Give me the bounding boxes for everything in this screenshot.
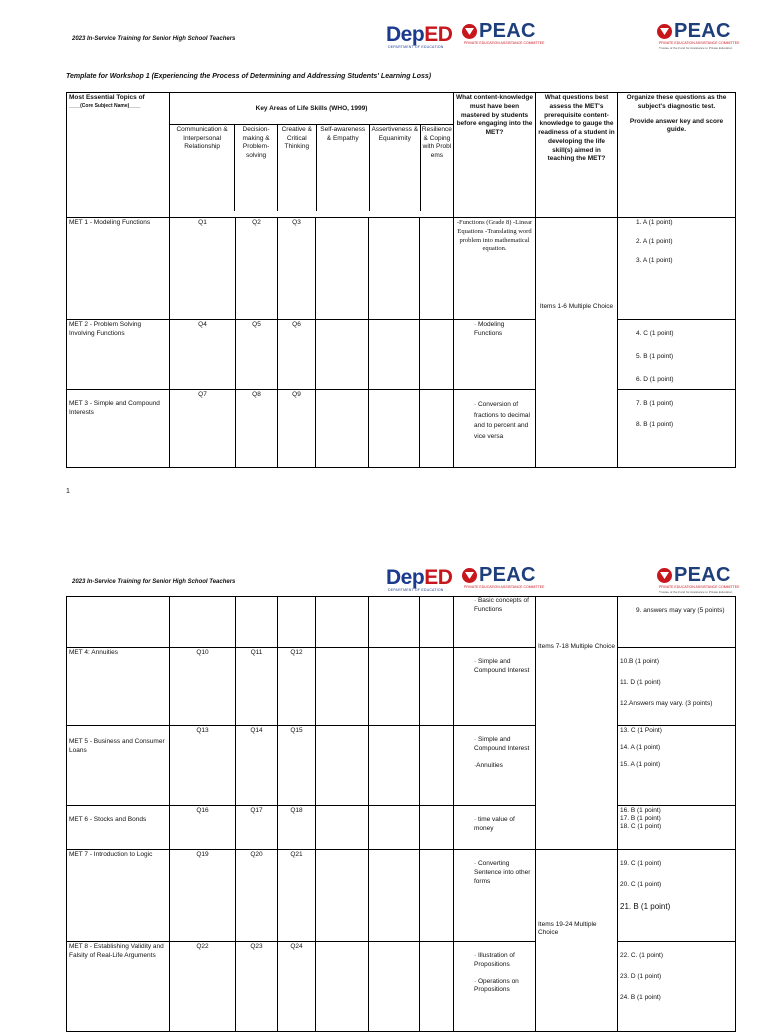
q-cell: Q13: [170, 726, 236, 806]
peac-mark-icon: [462, 568, 477, 583]
content-cell: · Conversion of fractions to decimal and to percent and vice versa: [454, 390, 536, 468]
deped-logo-ed: ED: [424, 566, 453, 589]
q-cell: Q1: [170, 218, 236, 320]
peac-subtitle: PRIVATE EDUCATION ASSISTANCE COMMITTEE: [659, 585, 740, 589]
header-met: [67, 93, 170, 218]
met-cell: MET 5 - Business and Consumer Loans: [67, 726, 170, 806]
answer-item: 6. D (1 point): [636, 375, 674, 383]
q-cell: Q6: [278, 320, 316, 390]
items-label-cell: [536, 850, 618, 1032]
items-label: Items 19-24 Multiple Choice: [538, 920, 597, 937]
answer-item: 21. B (1 point): [620, 901, 671, 911]
training-title: 2023 In-Service Training for Senior High School Teachers: [72, 579, 236, 585]
header-key-areas: Key Areas of Life Skills (WHO, 1999): [170, 93, 453, 125]
peac-logo-center: [462, 20, 536, 43]
header-organize-label: Organize these questions as the subject's diagnostic test.: [626, 94, 727, 110]
q-cell: Q23: [236, 942, 278, 1032]
empty-cell: [316, 218, 369, 320]
answer-cell: [618, 320, 736, 390]
answer-item: 12.Answers may vary. (3 points): [620, 699, 713, 707]
peac-subtitle: PRIVATE EDUCATION ASSISTANCE COMMITTEE: [464, 585, 545, 589]
q-cell: Q16: [170, 806, 236, 850]
q-cell: Q17: [236, 806, 278, 850]
table-row: [67, 390, 736, 468]
items-label-cell: [536, 597, 618, 850]
table-row: [67, 218, 736, 320]
empty-cell: [369, 942, 420, 1032]
answer-item: 7. B (1 point): [636, 400, 674, 407]
empty-cell: [420, 597, 454, 648]
answer-item: 4. C (1 point): [636, 330, 674, 337]
peac-subtitle-2: Trustee of the Fund for Assistance to Private Education: [659, 46, 733, 50]
q-cell: Q22: [170, 942, 236, 1032]
answer-item: 14. A (1 point): [620, 743, 661, 751]
content-cell: [454, 942, 536, 1032]
answer-item: 16. B (1 point): [620, 807, 661, 814]
answer-cell: [618, 390, 736, 468]
items-label: Items 1-6 Multiple Choice: [539, 302, 614, 310]
empty-cell: [420, 218, 454, 320]
answer-item: 19. C (1 point): [620, 860, 662, 867]
deped-logo-dep: Dep: [386, 23, 425, 46]
answer-cell: [618, 648, 736, 726]
table-row: [67, 320, 736, 390]
answer-cell: [618, 806, 736, 850]
content-cell: · Modeling Functions: [454, 320, 536, 390]
answer-item: 22. C. (1 point): [620, 952, 663, 959]
met-cell: MET 3 - Simple and Compound Interests: [67, 390, 170, 468]
skills-row: [170, 125, 453, 211]
empty-cell: [369, 218, 420, 320]
q-cell: Q4: [170, 320, 236, 390]
answer-item: 24. B (1 point): [620, 993, 661, 1001]
answer-item: 8. B (1 point): [636, 420, 674, 428]
template-title-main: Template for Workshop 1: [66, 73, 150, 80]
peac-logo-right: [657, 20, 731, 43]
q-cell: Q15: [278, 726, 316, 806]
template-title-sub: (Experiencing the Process of Determining and Addressing Students' Learning Loss): [151, 73, 432, 80]
q-cell: Q5: [236, 320, 278, 390]
skill-assertiveness: Assertiveness & Equanimity: [370, 125, 421, 211]
answer-cell: [618, 218, 736, 320]
peac-subtitle: PRIVATE EDUCATION ASSISTANCE COMMITTEE: [464, 41, 545, 45]
skill-creative-thinking: Creative & Critical Thinking: [278, 125, 317, 211]
empty-cell: [420, 726, 454, 806]
header-questions: What questions best assess the MET's prerequisite content-knowledge to gauge the readiness of a student in developing the life skill(s) aimed in teaching the MET?: [536, 93, 618, 218]
met-cell: MET 8 - Establishing Validity and Falsity of Real-Life Arguments: [67, 942, 170, 1032]
content-line: ·Annuities: [474, 761, 503, 769]
workshop-table-page2: [66, 596, 736, 1032]
answer-cell: [618, 726, 736, 806]
empty-cell: [316, 390, 369, 468]
q-cell: Q21: [278, 850, 316, 942]
empty-cell: [369, 597, 420, 648]
content-cell: · Simple and Compound Interest: [454, 648, 536, 726]
content-cell: · Basic concepts of Functions: [454, 597, 536, 648]
q-cell: Q20: [236, 850, 278, 942]
deped-subtitle: DEPARTMENT OF EDUCATION: [388, 588, 444, 592]
content-cell: · time value of money: [454, 806, 536, 850]
peac-logo-center: [462, 564, 536, 587]
skill-resilience: Resilience & Coping with Problems: [421, 125, 452, 160]
peac-word: PEAC: [674, 564, 731, 586]
answer-item: 17. B (1 point): [620, 814, 661, 822]
answer-item: 10.B (1 point): [620, 658, 660, 665]
answer-item: 18. C (1 point): [620, 822, 662, 830]
empty-cell: [316, 597, 369, 648]
answer-item: 2. A (1 point): [636, 237, 673, 245]
answer-item: 11. D (1 point): [620, 678, 661, 686]
q-cell: Q11: [236, 648, 278, 726]
table-row: [67, 806, 736, 850]
answer-cell: [618, 942, 736, 1032]
empty-cell: [420, 850, 454, 942]
peac-word: PEAC: [479, 20, 536, 42]
header-met-sub: ____(Core Subject Name)____: [69, 102, 141, 109]
peac-word: PEAC: [479, 564, 536, 586]
q-cell: Q18: [278, 806, 316, 850]
skill-decision-making: Decision-making & Problem-solving: [235, 125, 278, 211]
table-row: [67, 942, 736, 1032]
page-separator: [0, 520, 768, 554]
table-row: [67, 648, 736, 726]
empty-cell: [369, 320, 420, 390]
empty-cell: [316, 806, 369, 850]
empty-cell: [316, 648, 369, 726]
peac-logo-right: [657, 564, 731, 587]
q-cell: Q8: [236, 390, 278, 468]
page-2: [0, 554, 768, 1024]
q-cell: Q10: [170, 648, 236, 726]
empty-cell: [170, 597, 236, 648]
q-cell: Q3: [278, 218, 316, 320]
page-number: 1: [66, 488, 70, 495]
empty-cell: [369, 726, 420, 806]
peac-mark-icon: [657, 568, 672, 583]
header-met-label: Most Essential Topics of: [69, 94, 145, 101]
q-cell: Q24: [278, 942, 316, 1032]
peac-subtitle: PRIVATE EDUCATION ASSISTANCE COMMITTEE: [659, 41, 740, 45]
header-provide-label: Provide answer key and score guide.: [629, 117, 724, 134]
empty-cell: [420, 648, 454, 726]
q-cell: Q19: [170, 850, 236, 942]
empty-cell: [369, 648, 420, 726]
items-label-cell: [536, 218, 618, 468]
skill-communication: Communication & Interpersonal Relationship: [170, 125, 235, 211]
met-cell: MET 7 - Introduction to Logic: [67, 850, 170, 942]
peac-mark-icon: [462, 24, 477, 39]
content-line: · Illustration of Propositions: [474, 952, 515, 968]
answer-cell: [618, 597, 736, 648]
answer-item: 1. A (1 point): [636, 219, 673, 226]
answer-item: 3. A (1 point): [636, 256, 673, 264]
workshop-table-page1: [66, 92, 736, 468]
q-cell: Q14: [236, 726, 278, 806]
met-cell: MET 2 - Problem Solving Involving Functions: [67, 320, 170, 390]
answer-cell: [618, 850, 736, 942]
table-row: [67, 597, 736, 648]
empty-cell: [369, 806, 420, 850]
deped-subtitle: DEPARTMENT OF EDUCATION: [388, 45, 444, 49]
empty-cell: [369, 390, 420, 468]
empty-cell: [316, 850, 369, 942]
q-cell: Q7: [170, 390, 236, 468]
empty-cell: [420, 390, 454, 468]
empty-cell: [420, 320, 454, 390]
deped-logo-ed: ED: [424, 23, 453, 46]
content-line: · Simple and Compound Interest: [474, 736, 530, 752]
content-line: · Operations on Propositions: [474, 977, 519, 994]
met-cell: MET 6 - Stocks and Bonds: [67, 806, 170, 850]
deped-logo-dep: Dep: [386, 566, 425, 589]
answer-item: 5. B (1 point): [636, 352, 674, 360]
table-row: [67, 726, 736, 806]
deped-logo: [386, 566, 452, 590]
q-cell: Q12: [278, 648, 316, 726]
answer-item: 13. C (1 Point): [620, 727, 662, 734]
empty-cell: [316, 942, 369, 1032]
content-cell: [454, 726, 536, 806]
empty-cell: [420, 806, 454, 850]
peac-word: PEAC: [674, 20, 731, 42]
template-title: [66, 73, 431, 80]
empty-cell: [420, 942, 454, 1032]
met-cell: MET 4: Annuities: [67, 648, 170, 726]
table-row: [67, 850, 736, 942]
skill-self-awareness: Self-awareness & Empathy: [317, 125, 370, 211]
header-content-knowledge: What content-knowledge must have been mastered by students before engaging into the MET?: [454, 93, 536, 218]
empty-cell: [369, 850, 420, 942]
met-cell: MET 1 - Modeling Functions: [67, 218, 170, 320]
answer-item: 15. A (1 point): [620, 760, 661, 768]
peac-subtitle-2: Trustee of the Fund for Assistance to Private Education: [659, 590, 733, 594]
peac-mark-icon: [657, 24, 672, 39]
items-label: Items 7-18 Multiple Choice: [538, 643, 615, 650]
answer-item: 23. D (1 point): [620, 972, 662, 980]
q-cell: Q2: [236, 218, 278, 320]
q-cell: Q9: [278, 390, 316, 468]
deped-logo: [386, 23, 452, 47]
empty-cell: [316, 726, 369, 806]
answer-item: 9. answers may vary (5 points): [636, 607, 725, 614]
empty-cell: [236, 597, 278, 648]
empty-cell: [316, 320, 369, 390]
training-title: 2023 In-Service Training for Senior High School Teachers: [72, 36, 236, 42]
empty-cell: [278, 597, 316, 648]
content-cell: -Functions (Grade 8) -Linear Equations -Translating word problem into mathematical equation.: [454, 218, 536, 320]
content-cell: · Converting Sentence into other forms: [454, 850, 536, 942]
met-cell: [67, 597, 170, 648]
header-organize: [618, 93, 736, 218]
answer-item: 20. C (1 point): [620, 880, 662, 888]
header-key-areas-cell: [170, 93, 454, 218]
